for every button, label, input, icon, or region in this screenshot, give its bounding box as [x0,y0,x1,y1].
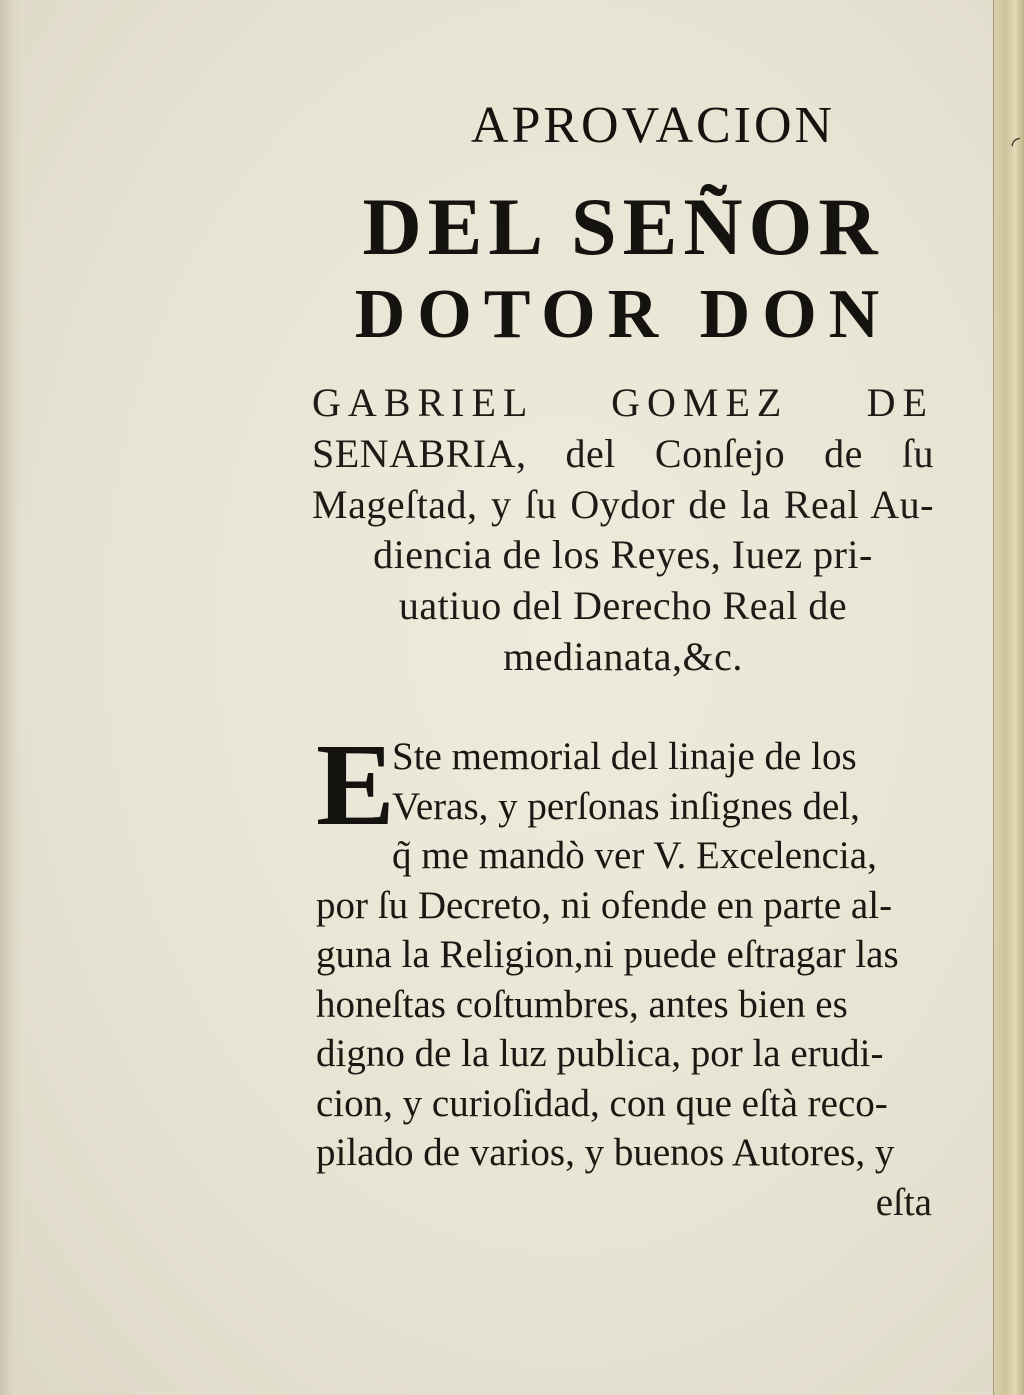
subtitle-line-4: diencia de los Reyes, Iuez pri- [373,532,873,578]
subtitle-line-2: SENABRIA, del Conſejo de ſu [312,430,934,476]
page-edge [993,0,1024,1395]
subtitle-line-1: GABRIEL GOMEZ DE [312,380,934,425]
body-paragraph [316,719,934,1178]
subtitle-line-5: uatiuo del Derecho Real de [398,583,848,629]
body-line-8: cion, y curioſidad, con que eſtà reco- [316,1081,888,1125]
catchword: eſta [875,1181,932,1224]
heading-line-1: APROVACION [470,97,836,154]
body-line-2: Veras, y perſonas inſignes del, [392,784,860,828]
heading-line-2: DEL SEÑOR [362,181,884,272]
body-line-4: por ſu Decreto, ni ofende en parte al- [316,883,893,927]
page-gutter [0,0,22,1395]
edge-mark-icon: ◜ [1011,132,1020,157]
body-line-5: guna la Religion,ni puede eſtragar las [316,933,899,976]
heading-line-3: DOTOR DON [354,276,892,353]
body-line-6: honeſtas coſtumbres, antes bien es [316,982,848,1026]
body-line-3: q̃ me mandò ver V. Excelencia, [392,834,877,877]
subtitle-line-6: medianata,&c. [503,633,743,679]
subtitle-line-3: Mageſtad, y ſu Oydor de la Real Au- [312,481,934,527]
body-line-9: pilado de varios, y buenos Autores, y [316,1131,895,1174]
body-line-7: digno de la luz publica, por la erudi- [316,1032,884,1075]
drop-cap: E [316,719,395,850]
subtitle-block [312,378,934,683]
heading-block [312,97,934,683]
body-line-1: Ste memorial del linaje de los [392,735,857,778]
